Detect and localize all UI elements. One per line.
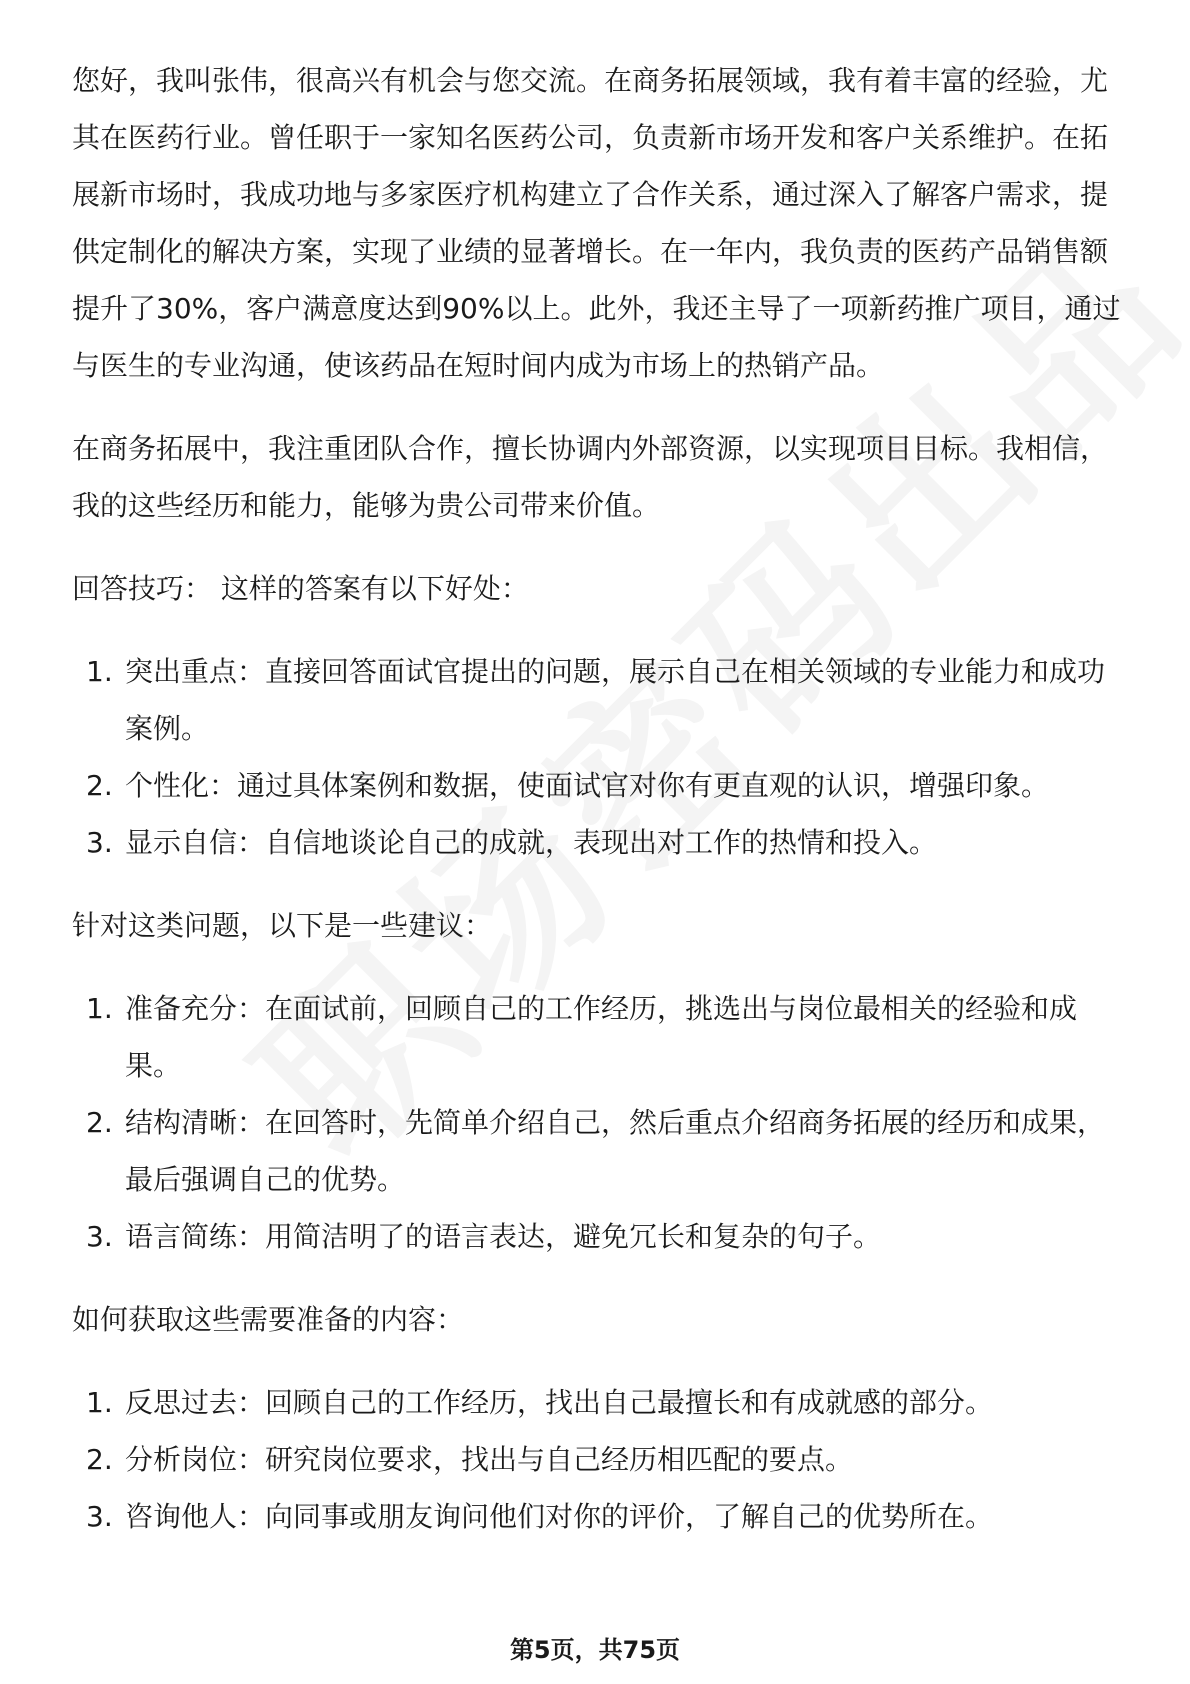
list-item-text: 结构清晰：在回答时，先简单介绍自己，然后重点介绍商务拓展的经历和成果，最后强调自己的优势。 [125,1106,1106,1196]
intro-paragraph: 您好，我叫张伟，很高兴有机会与您交流。在商务拓展领域，我有着丰富的经验，尤其在医药行业。曾任职于一家知名医药公司，负责新市场开发和客户关系维护。在拓展新市场时，我成功地与多家医疗机构建立了合作关系，通过深入了解客户需求，提供定制化的解决方案，实现了业绩的显著增长。在一年内，我负责的医药产品销售额提升了30%，客户满意度达到90%以上。此外，我还主导了一项新药推广项目，通过与医生的专业沟通，使该药品在短时间内成为市场上的热销产品。 [72,64,1121,382]
list-number: 1. [86,992,113,1025]
list-item [72,814,1122,871]
section-answer-tips [72,560,1122,871]
list-item-text: 突出重点：直接回答面试官提出的问题，展示自己在相关领域的专业能力和成功案例。 [125,655,1106,745]
list-item-text: 咨询他人：向同事或朋友询问他们对你的评价，了解自己的优势所在。 [125,1500,994,1533]
list-number: 3. [86,1500,113,1533]
list-item-text: 显示自信：自信地谈论自己的成就，表现出对工作的热情和投入。 [125,826,938,859]
list-item-text: 分析岗位：研究岗位要求，找出与自己经历相匹配的要点。 [125,1443,854,1476]
section-how-to-prepare [72,1291,1122,1545]
list-number: 2. [86,769,113,802]
document-body [72,52,1122,1571]
section-heading: 如何获取这些需要准备的内容： [72,1303,465,1336]
list-item [72,643,1122,757]
section-heading: 针对这类问题，以下是一些建议： [72,909,493,942]
list-item [72,1208,1122,1265]
list-item [72,1094,1122,1208]
teamwork-paragraph: 在商务拓展中，我注重团队合作，擅长协调内外部资源，以实现项目目标。我相信，我的这些经历和能力，能够为贵公司带来价值。 [72,432,1109,522]
list-item [72,1431,1122,1488]
page-number: 第5页，共75页 [509,1636,681,1664]
list-number: 3. [86,1220,113,1253]
list-item-text: 反思过去：回顾自己的工作经历，找出自己最擅长和有成就感的部分。 [125,1386,994,1419]
list-number: 1. [86,1386,113,1419]
section-heading: 回答技巧： 这样的答案有以下好处： [72,572,529,605]
list-item-text: 语言简练：用简洁明了的语言表达，避免冗长和复杂的句子。 [125,1220,882,1253]
list-number: 2. [86,1106,113,1139]
section-suggestions [72,897,1122,1265]
list-number: 1. [86,655,113,688]
list-number: 2. [86,1443,113,1476]
list-item-text: 准备充分：在面试前，回顾自己的工作经历，挑选出与岗位最相关的经验和成果。 [125,992,1078,1082]
list-item [72,1374,1122,1431]
suggestions-list [72,980,1122,1265]
list-number: 3. [86,826,113,859]
list-item [72,757,1122,814]
list-item [72,980,1122,1094]
tips-list [72,643,1122,871]
list-item-text: 个性化：通过具体案例和数据，使面试官对你有更直观的认识，增强印象。 [125,769,1050,802]
list-item [72,1488,1122,1545]
preparation-list [72,1374,1122,1545]
